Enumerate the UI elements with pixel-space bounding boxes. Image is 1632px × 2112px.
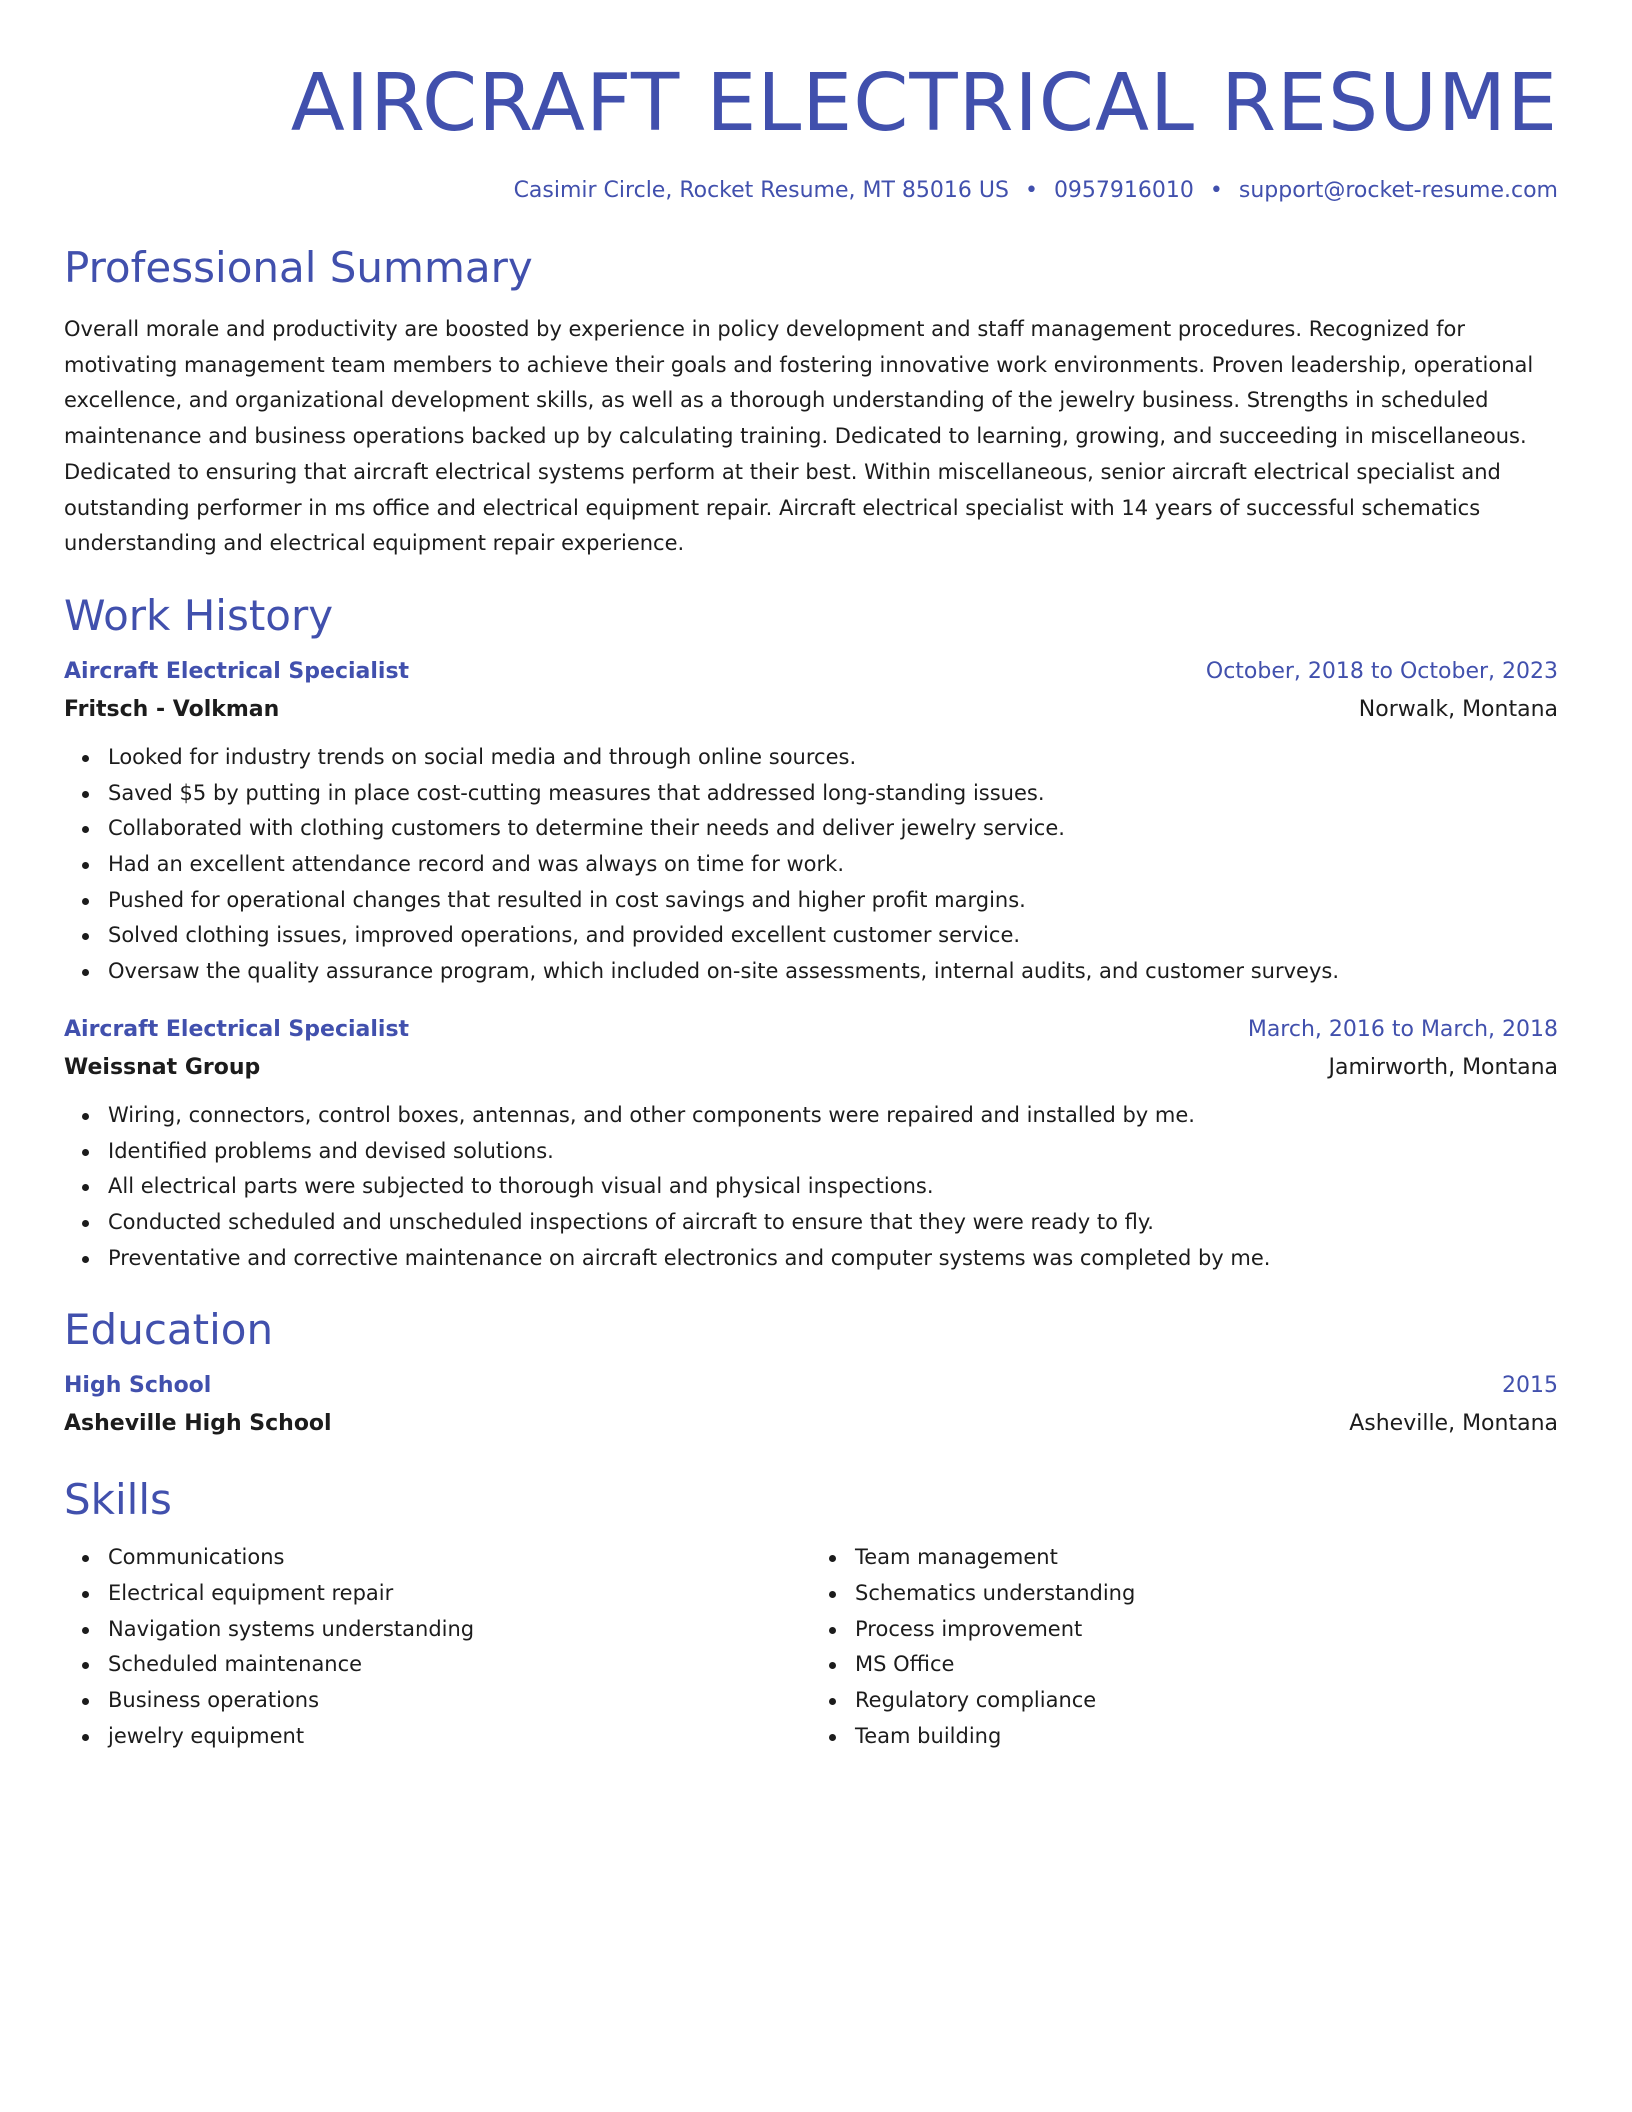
- job-entry: [64, 1014, 1558, 1277]
- job-location: Jamirworth, Montana: [1328, 1054, 1558, 1080]
- job-bullet: Preventative and corrective maintenance on aircraft electronics and computer systems was completed by me.: [108, 1241, 1558, 1277]
- job-role: Aircraft Electrical Specialist: [64, 1016, 410, 1042]
- job-employer: Fritsch - Volkman: [64, 696, 280, 722]
- job-dates: March, 2016 to March, 2018: [1247, 1016, 1558, 1042]
- education-location: Asheville, Montana: [1349, 1411, 1558, 1437]
- skill-item: Process improvement: [855, 1612, 1558, 1648]
- work-history-heading: Work History: [64, 590, 334, 640]
- job-bullets: [64, 740, 1558, 990]
- skill-item: jewelry equipment: [108, 1719, 811, 1755]
- contact-separator: •: [1024, 178, 1038, 203]
- education-school: Asheville High School: [64, 1411, 332, 1437]
- job-bullet: All electrical parts were subjected to thorough visual and physical inspections.: [108, 1169, 1558, 1205]
- job-entry: [64, 656, 1558, 990]
- skill-item: Schematics understanding: [855, 1576, 1558, 1612]
- job-role: Aircraft Electrical Specialist: [64, 658, 410, 684]
- skill-item: Team building: [855, 1719, 1558, 1755]
- job-bullet: Wiring, connectors, control boxes, antennas, and other components were repaired and installed by me.: [108, 1098, 1558, 1134]
- job-dates: October, 2018 to October, 2023: [1205, 658, 1558, 684]
- skill-item: Electrical equipment repair: [108, 1576, 811, 1612]
- education-year: 2015: [1502, 1373, 1558, 1399]
- education-entry: [64, 1370, 1558, 1440]
- skill-item: MS Office: [855, 1647, 1558, 1683]
- education-degree: High School: [64, 1373, 212, 1399]
- summary-text: Overall morale and productivity are boosted by experience in policy development and staff management procedures. Recognized for motivating management team members to achieve their goals and fostering innovative work environments. Proven leadership, operational excellence, and organizational development skills, as well as a thorough understanding of the jewelry business. Strengths in scheduled maintenance and business operations backed up by calculating training. Dedicated to learning, growing, and succeeding in miscellaneous. Dedicated to ensuring that aircraft electrical systems perform at their best. Within miscellaneous, senior aircraft electrical specialist and outstanding performer in ms office and electrical equipment repair. Aircraft electrical specialist with 14 years of successful schematics understanding and electrical equipment repair experience.: [64, 317, 1534, 556]
- job-bullet: Collaborated with clothing customers to determine their needs and deliver jewelry service.: [108, 811, 1558, 847]
- skills-list-left: [64, 1540, 811, 1754]
- skill-item: Communications: [108, 1540, 811, 1576]
- skills-heading: Skills: [64, 1475, 172, 1525]
- skills-list-right: [811, 1540, 1558, 1754]
- job-bullet: Oversaw the quality assurance program, which included on-site assessments, internal audits, and customer surveys.: [108, 954, 1558, 990]
- contact-line: [64, 176, 1558, 206]
- job-bullets: [64, 1098, 1558, 1277]
- resume-page: [64, 0, 1558, 1755]
- job-employer: Weissnat Group: [64, 1054, 261, 1080]
- education-heading: Education: [64, 1305, 274, 1355]
- job-bullet: Conducted scheduled and unscheduled inspections of aircraft to ensure that they were ready to fly.: [108, 1205, 1558, 1241]
- skill-item: Team management: [855, 1540, 1558, 1576]
- contact-email[interactable]: support@rocket-resume.com: [1238, 178, 1558, 203]
- skill-item: Business operations: [108, 1683, 811, 1719]
- job-bullet: Had an excellent attendance record and was always on time for work.: [108, 847, 1558, 883]
- skill-item: Navigation systems understanding: [108, 1612, 811, 1648]
- job-bullet: Identified problems and devised solutions.: [108, 1134, 1558, 1170]
- job-location: Norwalk, Montana: [1358, 696, 1558, 722]
- summary-heading: Professional Summary: [64, 243, 533, 292]
- skills-grid: [64, 1540, 1558, 1754]
- job-bullet: Saved $5 by putting in place cost-cutting measures that addressed long-standing issues.: [108, 776, 1558, 812]
- job-bullet: Pushed for operational changes that resulted in cost savings and higher profit margins.: [108, 883, 1558, 919]
- contact-phone: 0957916010: [1053, 178, 1194, 203]
- contact-separator: •: [1209, 178, 1223, 203]
- job-bullet: Solved clothing issues, improved operations, and provided excellent customer service.: [108, 918, 1558, 954]
- job-bullet: Looked for industry trends on social media and through online sources.: [108, 740, 1558, 776]
- skill-item: Regulatory compliance: [855, 1683, 1558, 1719]
- skill-item: Scheduled maintenance: [108, 1647, 811, 1683]
- resume-title: AIRCRAFT ELECTRICAL RESUME: [290, 57, 1558, 149]
- contact-address: Casimir Circle, Rocket Resume, MT 85016 US: [513, 178, 1009, 203]
